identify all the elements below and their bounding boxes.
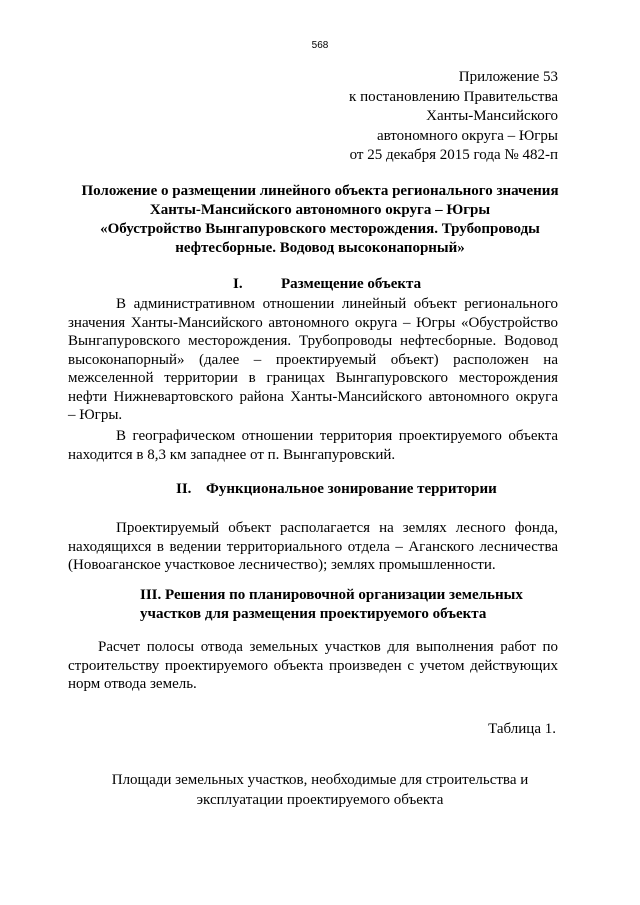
paragraph-line: В географическом отношении территория проектируемого объекта [116,428,558,444]
paragraph-line: нефти Нижневартовского района Ханты-Мансийского автономного округа [68,388,558,405]
section-1-title: Размещение объекта [281,276,422,292]
section-1-number: I. [233,276,243,292]
section-2-heading [176,480,497,499]
section-2-paragraph-1 [68,519,558,575]
caption-line: эксплуатации проектируемого объекта [196,792,444,808]
title-line: «Обустройство Вынгапуровского месторождения. Трубопроводы [100,221,540,237]
paragraph-line: находится в 8,3 км западнее от п. Вынгапуровский. [68,446,396,463]
appendix-line: от 25 декабря 2015 года № 482-п [349,147,558,163]
appendix-line: к постановлению Правительства [349,88,558,105]
title-line: Положение о размещении линейного объекта регионального значения [81,183,559,199]
section-3-heading [140,586,523,624]
appendix-line: Ханты-Мансийского [426,108,558,124]
title-line: нефтесборные. Водовод высоконапорный» [175,240,465,256]
paragraph-line: высоконапорный» (далее – проектируемый объект) расположен на [68,351,558,368]
section-1-paragraph-1 [68,295,558,425]
document-title [60,182,580,258]
section-3-paragraph-1 [68,638,558,694]
paragraph-line: находящихся в ведении территориального отдела – Аганского лесничества [68,538,558,555]
appendix-line: Приложение 53 [458,69,558,85]
table-caption [60,770,580,810]
paragraph-line: (Новоаганское участковое лесничество); землях промышленности. [68,557,496,573]
paragraph-line: норм отвода земель. [68,676,197,692]
section-3-title-line: III. Решения по планировочной организации земельных [140,587,523,603]
paragraph-line: межселенной территории в границах Вынгапуровского месторождения [68,370,558,386]
table-label: Таблица 1. [488,721,556,737]
paragraph-line: значения Ханты-Мансийского автономного округа – Югры «Обустройство [68,314,558,331]
appendix-header [349,68,558,166]
section-2-number: II. [176,481,192,497]
caption-line: Площади земельных участков, необходимые для строительства и [111,772,529,788]
paragraph-line: – Югры. [68,407,123,423]
section-3-title-line: участков для размещения проектируемого объекта [140,606,487,622]
section-2-title: Функциональное зонирование территории [206,481,497,497]
section-1-paragraph-2 [68,427,558,464]
section-1-heading [233,275,421,294]
paragraph-line: Проектируемый объект располагается на землях лесного фонда, [116,520,558,536]
page-number: 568 [311,40,329,51]
paragraph-line: Вынгапуровского месторождения. Трубопроводы нефтесборные. Водовод [68,333,558,349]
paragraph-line: В административном отношении линейный объект регионального [116,296,558,312]
paragraph-line: строительству проектируемого объекта произведен с учетом действующих [68,657,558,674]
title-line: Ханты-Мансийского автономного округа – Югры [149,202,491,218]
paragraph-line: Расчет полосы отвода земельных участков для выполнения работ по [98,639,558,655]
appendix-line: автономного округа – Югры [376,127,558,144]
